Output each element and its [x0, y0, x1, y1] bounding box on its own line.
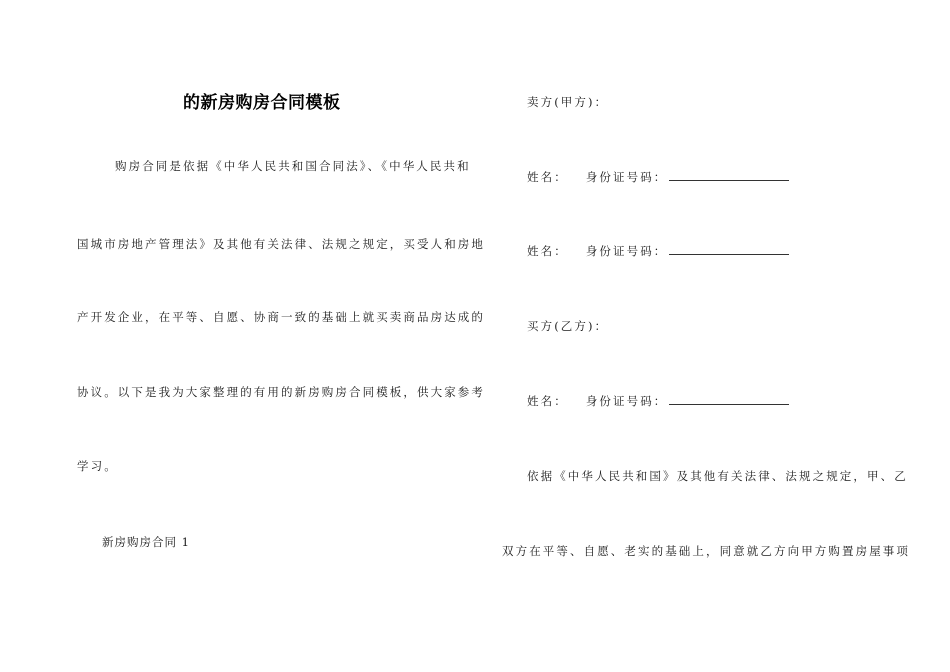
name-label: 姓名：	[527, 394, 568, 408]
id-number-blank	[669, 393, 789, 405]
id-label: 身份证号码：	[585, 394, 668, 408]
id-number-blank	[669, 243, 789, 255]
document-title: 的新房购房合同模板	[183, 93, 341, 113]
buyer-entry-1	[527, 393, 789, 409]
id-label: 身份证号码：	[585, 244, 668, 258]
paragraph-line-5: 学习。	[77, 459, 118, 473]
paragraph-line-1: 购房合同是依据《中华人民共和国合同法》、《中华人民共和	[115, 159, 471, 173]
id-label: 身份证号码：	[585, 170, 668, 184]
paragraph-line-4: 协议。以下是我为大家整理的有用的新房购房合同模板，供大家参考	[77, 385, 485, 399]
seller-entry-1	[527, 169, 789, 185]
name-label: 姓名：	[527, 244, 568, 258]
body-line-1: 依据《中华人民共和国》及其他有关法律、法规之规定，甲、乙	[527, 469, 908, 483]
seller-label: 卖方(甲方)：	[527, 95, 609, 109]
seller-entry-2	[527, 243, 789, 259]
id-number-blank	[669, 169, 789, 181]
paragraph-line-3: 产开发企业，在平等、自愿、协商一致的基础上就买卖商品房达成的	[77, 310, 485, 324]
name-label: 姓名：	[527, 170, 568, 184]
paragraph-line-2: 国城市房地产管理法》及其他有关法律、法规之规定，买受人和房地	[77, 237, 485, 251]
buyer-label: 买方(乙方)：	[527, 319, 609, 333]
section-heading: 新房购房合同 1	[102, 535, 190, 549]
body-line-2: 双方在平等、自愿、老实的基础上，同意就乙方向甲方购置房屋事项	[502, 544, 910, 558]
